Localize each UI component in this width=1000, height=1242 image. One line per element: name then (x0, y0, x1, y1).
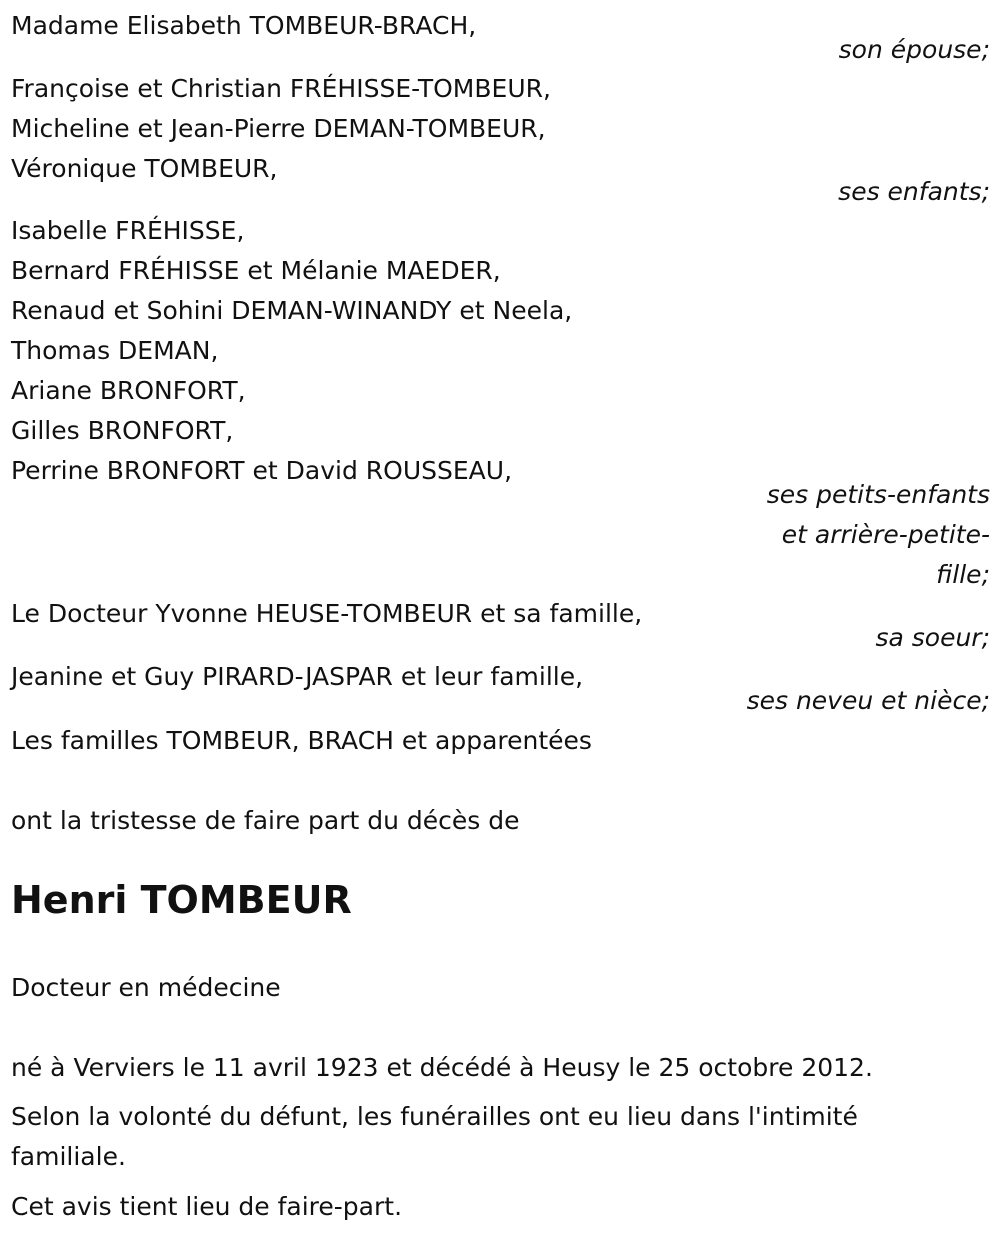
grandchild-name: Ariane BRONFORT, (11, 376, 246, 405)
spouse-role: son épouse; (838, 35, 990, 64)
grandchild-name: Bernard FRÉHISSE et Mélanie MAEDER, (11, 256, 501, 285)
funeral-text: Selon la volonté du défunt, les funérailles ont eu lieu dans l'intimité familiale. (11, 1102, 858, 1171)
children-role: ses enfants; (838, 177, 990, 206)
deceased-title-section (11, 968, 990, 1008)
notice-section (11, 1187, 990, 1227)
sister-role: sa soeur; (875, 623, 990, 652)
families-section (11, 721, 990, 761)
nephew-niece-role-block (11, 681, 990, 721)
grandchildren-role-block (11, 475, 990, 595)
notice-text: Cet avis tient lieu de faire-part. (11, 1192, 403, 1221)
grandchild-name: Perrine BRONFORT et David ROUSSEAU, (11, 456, 513, 485)
grandchildren-role-line: ses petits-enfants (766, 480, 990, 509)
grandchild-name: Thomas DEMAN, (11, 336, 219, 365)
sister-role-block (11, 618, 990, 658)
spouse-role-block (11, 30, 990, 70)
grandchild-name: Renaud et Sohini DEMAN-WINANDY et Neela, (11, 296, 573, 325)
announcement-section (11, 801, 990, 841)
nephew-niece-name: Jeanine et Guy PIRARD-JASPAR et leur famille, (11, 662, 584, 691)
spouse-name: Madame Elisabeth TOMBEUR-BRACH, (11, 11, 477, 40)
funeral-section (11, 1097, 920, 1177)
sister-name: Le Docteur Yvonne HEUSE-TOMBEUR et sa famille, (11, 599, 643, 628)
deceased-title: Docteur en médecine (11, 973, 281, 1002)
grandchildren-role-line: et arrière-petite- (781, 520, 990, 549)
nephew-niece-role: ses neveu et nièce; (746, 686, 990, 715)
children-role-block (11, 172, 990, 212)
families-line: Les familles TOMBEUR, BRACH et apparentées (11, 726, 592, 755)
child-name: Micheline et Jean-Pierre DEMAN-TOMBEUR, (11, 114, 546, 143)
birth-death-section (11, 1048, 990, 1088)
announcement-text: ont la tristesse de faire part du décès de (11, 806, 520, 835)
grandchildren-section (11, 211, 990, 491)
grandchildren-role-line: fille; (936, 560, 990, 589)
child-name: Véronique TOMBEUR, (11, 154, 278, 183)
deceased-name: Henri TOMBEUR (11, 878, 352, 922)
grandchild-name: Isabelle FRÉHISSE, (11, 216, 245, 245)
birth-death-text: né à Verviers le 11 avril 1923 et décédé à Heusy le 25 octobre 2012. (11, 1053, 873, 1082)
deceased-section (11, 877, 990, 923)
grandchild-name: Gilles BRONFORT, (11, 416, 234, 445)
child-name: Françoise et Christian FRÉHISSE-TOMBEUR, (11, 74, 551, 103)
children-section (11, 69, 990, 189)
